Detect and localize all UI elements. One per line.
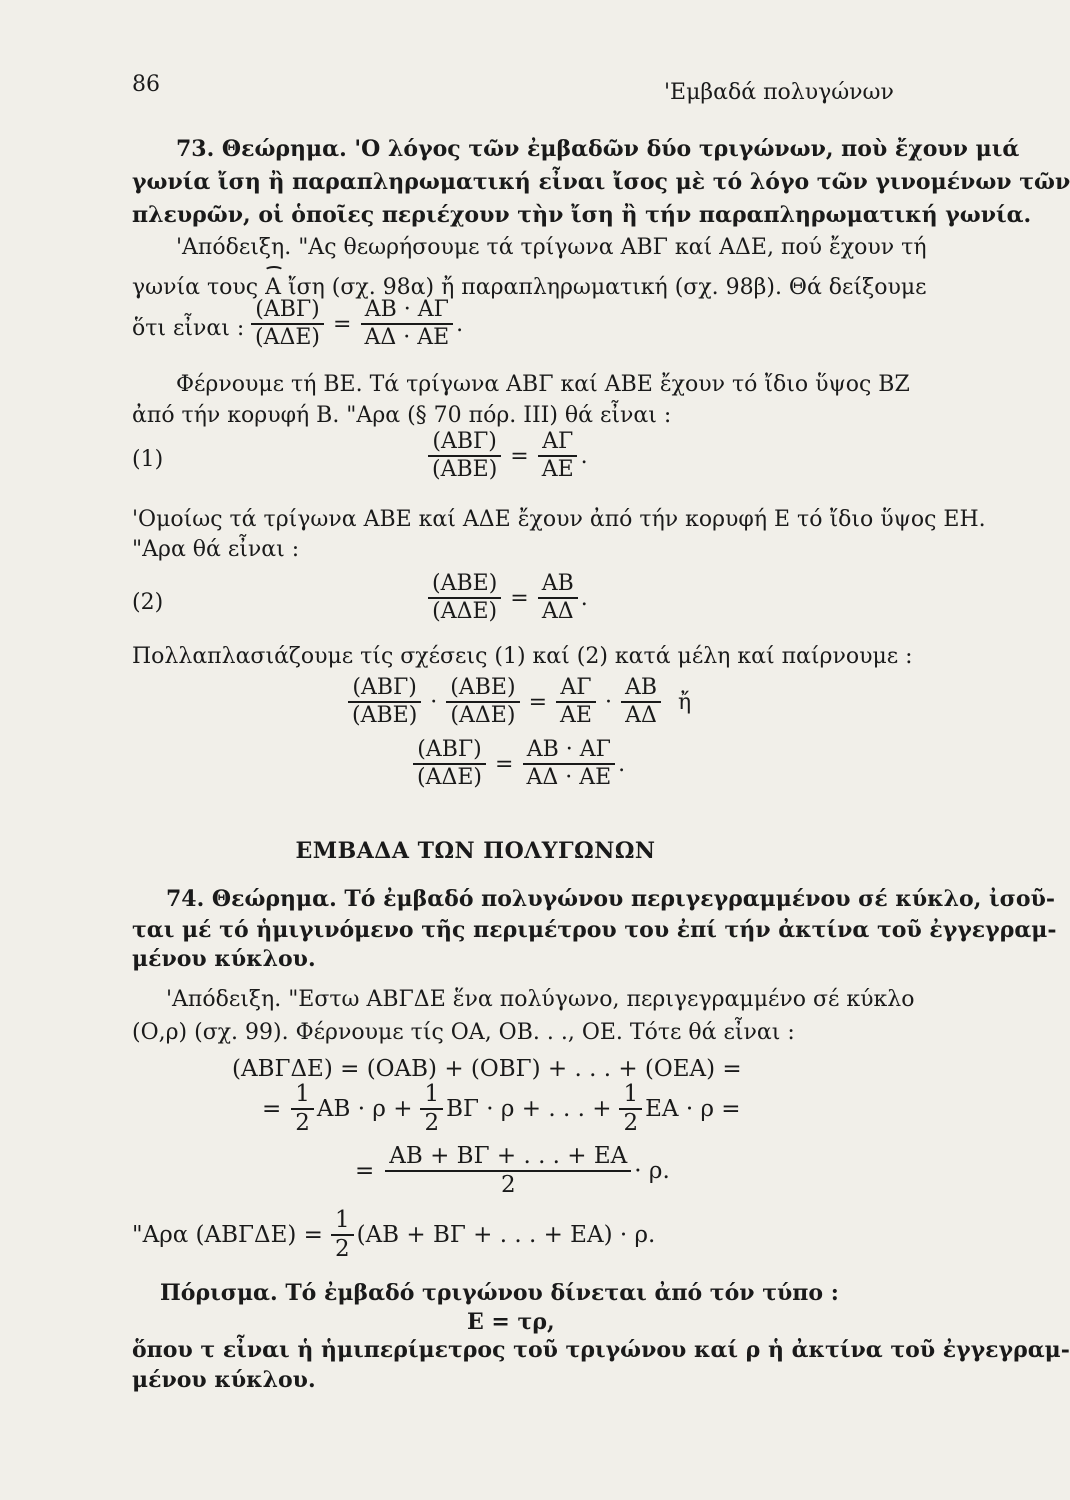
equals-sign: = — [510, 443, 529, 469]
proof-73-pollapl: Πολλαπλασιάζουμε τίς σχέσεις (1) καί (2) κατά μέλη καί παίρνουμε : — [132, 644, 913, 669]
equals-sign: = — [495, 751, 514, 777]
numerator: 1 — [420, 1082, 443, 1110]
or-word: ἤ — [678, 689, 692, 715]
numerator: ΑΒ — [621, 676, 661, 703]
numerator: (ΑΒΓ) — [428, 430, 501, 457]
equation-1-label: (1) — [132, 447, 164, 472]
numerator: (ΑΒΓ) — [348, 676, 421, 703]
proof-73-omoiws: 'Ομοίως τά τρίγωνα ΑΒΕ καί ΑΔΕ ἔχουν ἀπό τήν κορυφή Ε τό ἴδιο ὕψος ΕΗ. — [132, 507, 986, 532]
equals-sign: = — [528, 689, 547, 715]
equation-74b — [262, 1082, 741, 1137]
denominator: ΑΕ — [560, 703, 592, 729]
equation-1 — [425, 430, 588, 482]
equals-sign: = — [262, 1096, 282, 1123]
denominator: (ΑΔΕ) — [255, 325, 321, 351]
section-title: ΕΜΒΑΔΑ ΤΩΝ ΠΟΛΥΓΩΝΩΝ — [295, 838, 656, 864]
theorem-73-line-1 — [176, 136, 1019, 162]
running-title: 'Εμβαδά πολυγώνων — [664, 80, 894, 105]
period: . — [580, 443, 588, 469]
numerator: ΑΓ — [538, 430, 577, 457]
equation-74c — [355, 1144, 670, 1199]
fraction — [538, 572, 578, 624]
sum-times-rho: (ΑΒ + ΒΓ + . . . + ΕΑ) · ρ. — [356, 1222, 656, 1249]
denominator: (ΑΒΕ) — [432, 457, 498, 483]
fraction — [446, 676, 519, 728]
theorem-73-text: 'Ο λόγος τῶν ἐμβαδῶν δύο τριγώνων, ποὺ ἔχουν μιά — [354, 136, 1020, 162]
proof-73-apo: ἀπό τήν κορυφή Β. "Αρα (§ 70 πόρ. III) θά εἶναι : — [132, 403, 672, 428]
numerator: ΑΓ — [556, 676, 595, 703]
fraction — [251, 298, 324, 350]
numerator: (ΑΒΓ) — [413, 738, 486, 765]
half-fraction — [619, 1082, 642, 1137]
denominator: (ΑΔΕ) — [417, 765, 483, 791]
half-fraction — [331, 1208, 354, 1263]
denominator: 2 — [424, 1110, 440, 1137]
theorem-74-line-2: ται μέ τό ἡμιγινόμενο τῆς περιμέτρου του ἐπί τήν ἀκτίνα τοῦ ἐγγεγραμ- — [132, 917, 1057, 943]
numerator: ΑΒ · ΑΓ — [361, 298, 453, 325]
proof-73-line-2b: ἴση (σχ. 98α) ἤ παραπληρωματική (σχ. 98β). Θά δείξουμε — [287, 275, 927, 300]
numerator: (ΑΒΕ) — [428, 572, 501, 599]
numerator: (ΑΒΕ) — [446, 676, 519, 703]
denominator: (ΑΒΕ) — [352, 703, 418, 729]
proof-73-ferno: Φέρνουμε τή ΒΕ. Τά τρίγωνα ΑΒΓ καί ΑΒΕ ἔχουν τό ἴδιο ὕψος ΒΖ — [176, 372, 910, 397]
equals-sign: = — [355, 1158, 375, 1185]
equation-0 — [248, 298, 463, 350]
numerator: 1 — [331, 1208, 354, 1236]
proof-73-line-1: 'Απόδειξη. "Ας θεωρήσουμε τά τρίγωνα ΑΒΓ καί ΑΔΕ, πού ἔχουν τή — [176, 235, 927, 260]
theorem-73-line-2: γωνία ἴση ἢ παραπληρωματική εἶναι ἴσος μὲ τό λόγο τῶν γινομένων τῶν — [132, 169, 1070, 195]
period: . — [456, 311, 464, 337]
proof-73-line-2 — [132, 275, 927, 300]
page-number: 86 — [132, 72, 160, 97]
numerator: ΑΒ — [538, 572, 578, 599]
denominator: (ΑΔΕ) — [432, 599, 498, 625]
equation-2 — [425, 572, 588, 624]
term-ea: ΕΑ · ρ = — [645, 1096, 741, 1123]
corollary-formula: Ε = τρ, — [467, 1309, 555, 1335]
equals-sign: = — [510, 585, 529, 611]
theorem-74-text: Τό ἐμβαδό πολυγώνου περιγεγραμμένου σέ κύκλο, ἰσοῦ- — [344, 886, 1055, 912]
equation-4 — [410, 738, 625, 790]
fraction — [556, 676, 596, 728]
theorem-73-line-3: πλευρῶν, οἱ ὁποῖες περιέχουν τὴν ἴση ἢ τήν παραπληρωματική γωνία. — [132, 202, 1032, 228]
corollary-label: Πόρισμα. — [160, 1280, 278, 1306]
denominator: 2 — [334, 1236, 350, 1263]
fraction — [538, 430, 578, 482]
equation-74d — [132, 1208, 655, 1263]
denominator: (ΑΔΕ) — [450, 703, 516, 729]
fraction — [413, 738, 486, 790]
equals-sign: = — [333, 311, 352, 337]
fraction — [428, 572, 501, 624]
numerator: ΑΒ · ΑΓ — [523, 738, 615, 765]
theorem-74-line-3: μένου κύκλου. — [132, 946, 316, 972]
equation-2-label: (2) — [132, 590, 164, 615]
corollary-line-1 — [160, 1280, 839, 1306]
fraction — [348, 676, 421, 728]
theorem-74-line-1 — [166, 886, 1055, 912]
corollary-text: Τό ἐμβαδό τριγώνου δίνεται ἀπό τόν τύπο : — [285, 1280, 839, 1306]
period: . — [618, 751, 626, 777]
angle-a-symbol: Α — [265, 275, 281, 300]
half-fraction — [291, 1082, 314, 1137]
fraction — [522, 738, 615, 790]
denominator: 2 — [295, 1110, 310, 1137]
denominator: ΑΔ — [541, 599, 574, 625]
sum-fraction — [385, 1144, 631, 1199]
term-ab: ΑΒ · ρ + — [316, 1096, 413, 1123]
proof-73-ara: "Αρα θά εἶναι : — [132, 537, 300, 562]
denominator: ΑΔ · ΑΕ — [364, 325, 450, 351]
denominator: ΑΔ — [625, 703, 657, 729]
proof-74-line-2: (Ο,ρ) (σχ. 99). Φέρνουμε τίς ΟΑ, ΟΒ. . ., ΟΕ. Τότε θά εἶναι : — [132, 1020, 795, 1045]
fraction — [428, 430, 501, 482]
corollary-line-2: ὅπου τ εἶναι ἡ ἡμιπερίμετρος τοῦ τριγώνου καί ρ ἡ ἀκτίνα τοῦ ἐγγεγραμ- — [132, 1337, 1070, 1363]
numerator: 1 — [619, 1082, 642, 1110]
ara-prefix: "Αρα (ΑΒΓΔΕ) = — [132, 1222, 323, 1249]
denominator: ΑΔ · ΑΕ — [526, 765, 612, 791]
denominator: ΑΕ — [541, 457, 574, 483]
period: . — [580, 585, 588, 611]
fraction — [621, 676, 661, 728]
numerator: ΑΒ + ΒΓ + . . . + ΕΑ — [385, 1144, 631, 1172]
oti-einai: ὅτι εἶναι : — [132, 316, 245, 341]
corollary-line-3: μένου κύκλου. — [132, 1367, 316, 1393]
numerator: 1 — [291, 1082, 314, 1110]
times-rho: · ρ. — [634, 1158, 670, 1185]
proof-74-line-1: 'Απόδειξη. "Εστω ΑΒΓΔΕ ἕνα πολύγωνο, περιγεγραμμένο σέ κύκλο — [166, 987, 915, 1012]
denominator: 2 — [500, 1172, 516, 1199]
dot-operator: · — [604, 689, 612, 715]
proof-73-line-2a: γωνία τους — [132, 275, 259, 300]
equation-74a: (ΑΒΓΔΕ) = (ΟΑΒ) + (ΟΒΓ) + . . . + (ΟΕΑ) = — [232, 1056, 742, 1082]
half-fraction — [420, 1082, 443, 1137]
denominator: 2 — [623, 1110, 639, 1137]
numerator: (ΑΒΓ) — [251, 298, 324, 325]
theorem-74-number: 74. Θεώρημα. — [166, 886, 337, 912]
theorem-73-number: 73. Θεώρημα. — [176, 136, 347, 162]
fraction — [360, 298, 453, 350]
dot-operator: · — [430, 689, 438, 715]
term-bg: ΒΓ · ρ + . . . + — [446, 1096, 612, 1123]
equation-3 — [345, 676, 691, 728]
